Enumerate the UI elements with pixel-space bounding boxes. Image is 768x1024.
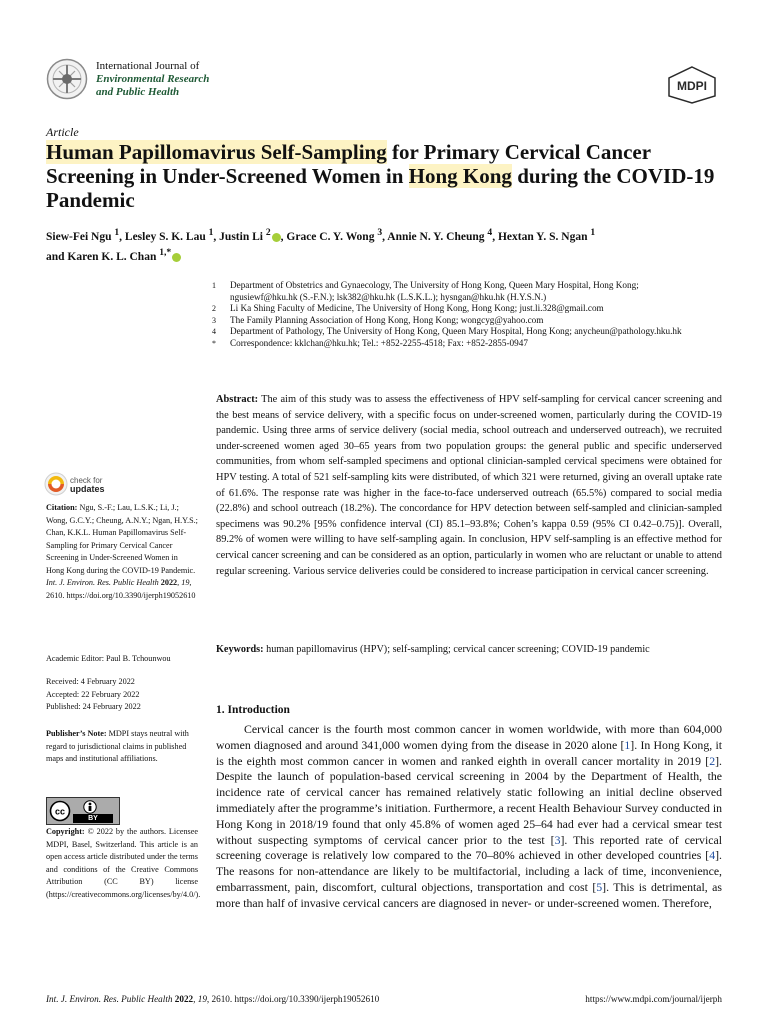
intro-paragraph — [216, 722, 722, 912]
affiliation-text: Li Ka Shing Faculty of Medicine, The University of Hong Kong, Hong Kong; just.li.328@gmail.com — [230, 303, 604, 314]
citation-year: 2022 — [160, 578, 178, 587]
citation-ref[interactable]: 3 — [554, 832, 561, 847]
citation-ref[interactable]: 1 — [624, 737, 631, 752]
page-footer — [46, 994, 722, 1004]
intro-text: ]. Despite the launch of population-based cervical screening in 2004 by the Department of Health, the incidence rate of cervical cancer has remained relatively static following an initial decline observed immediately after the programme’s initiation. Furthermore, a recent Health Behaviour Survey conducted in Hong Kong in 2018/19 found that only 45.8% of women aged 25–64 had ever had a cervical smear test without suspecting symptoms of cervical cancer prior to the test [ — [216, 753, 722, 847]
footer-citation: Int. J. Environ. Res. Public Health 2022, 19, 2610. https://doi.org/10.3390/ijerph19052610 — [46, 994, 380, 1004]
keywords-text: human papillomavirus (HPV); self-sampling; cervical cancer screening; COVID-19 pandemic — [266, 644, 650, 655]
author-affil: 4 — [487, 227, 493, 238]
paper-title — [46, 140, 726, 212]
affiliation-mark: * — [212, 338, 216, 348]
citation-ref[interactable]: 5 — [596, 879, 603, 894]
affiliation-text: Department of Obstetrics and Gynaecology, The University of Hong Kong, Queen Mary Hospital, Hong Kong; ngusiewf@hku.hk (S.-F.N.); lsk382@hku.hk (L.S.K.L.); hysngan@hku.hk (H.Y.S.N.) — [230, 280, 639, 302]
abstract — [216, 392, 722, 579]
received-date: Received: 4 February 2022 — [46, 677, 135, 686]
citation-ref[interactable]: 2 — [709, 753, 716, 768]
affiliation-mark: 2 — [212, 304, 216, 314]
affiliation-mark: 3 — [212, 315, 216, 325]
author-name[interactable]: Justin Li — [219, 230, 263, 243]
journal-name-line1: International Journal of — [96, 60, 200, 72]
citation: Citation: Ngu, S.-F.; Lau, L.S.K.; Li, J.; Wong, G.C.Y.; Cheung, A.N.Y.; Ngan, H.Y.S.; Chan, K.K.L. Human Papillomavirus Self-Sampling for Primary Cervical Cancer Screening in Under-Screened Women in Hong Kong during the COVID-19 Pandemic. Int. J. Environ. Res. Public Health 2022, 19, 2610. https://doi.org/10.3390/ijerph19052610 — [46, 503, 198, 600]
intro-text: Cervical cancer is the fourth most common cancer in women worldwide, with more than 604,000 women diagnosed and around 341,000 women dying from the disease in 2020 alone [ — [216, 722, 722, 752]
citation-volume: 19 — [181, 578, 190, 587]
intro-text: ]. The reasons for non-attendance are likely to be multifactorial, including a lack of time, inconvenience, embarrassment, pain, discomfort, cultural objections, transportation and cost [ — [216, 848, 722, 894]
author-name[interactable]: Hextan Y. S. Ngan — [497, 230, 588, 243]
author-affil: 3 — [377, 227, 383, 238]
citation-ref[interactable]: 4 — [709, 848, 716, 863]
mdpi-logo-text: MDPI — [677, 79, 707, 93]
svg-text:cc: cc — [54, 806, 66, 817]
cc-by-badge[interactable] — [46, 797, 120, 825]
abstract-text: The aim of this study was to assess the effectiveness of HPV self-sampling for cervical cancer screening and the best means of service delivery, with a specific focus on under-screened women, particularly during the COVID-19 pandemic. Using three arms of service delivery (social media, school outreach and underserved outreach), we recruited under-screened women aged 30–65 years from two population groups: the general public and specific underserved communities, from whom self-sampled specimens and optional clinician-sampled cervical specimens were obtained for HPV testing. A total of 521 self-sampling kits were distributed, of which 321 were returned, giving an overall uptake rate of 61.6%. The response rate was higher in the face-to-face underserved outreach (65.5%) compared to social media (22.8%) and school outreach (18.2%). The concordance for HPV detection between self-sampled and clinician-sampled specimens was 90.2% [95% confidence interval (CI) 85.1–93.8%; Cohen’s kappa 0.59 (95% CI 0.42–0.75)]. Overall, 89.2% of women were willing to have self-sampling again. In conclusion, HPV self-sampling is an effective method for cervical cancer screening and can be considered as an option, particularly in women who are reluctant or unable to attend regular screening. Various service deliveries could be considered to increase participation in cervical cancer screening. — [216, 394, 722, 577]
intro-text: ]. This is detrimental, as more than half of invasive cervical cancers are diagnosed in never- or under-screened women. Therefore, — [216, 879, 722, 910]
author-affil: 2 — [265, 227, 271, 238]
author-affil: 1 — [114, 227, 120, 238]
affiliation-mark: 1 — [212, 281, 216, 290]
citation-text: Ngu, S.-F.; Lau, L.S.K.; Li, J.; Wong, G.C.Y.; Cheung, A.N.Y.; Ngan, H.Y.S.; Chan, K.K.L. Human Papillomavirus Self-Sampling for Primary Cervical Cancer Screening in Under-Screened Women in Hong Kong during the COVID-19 Pandemic. — [46, 503, 198, 575]
title-highlight-2: Hong Kong — [408, 164, 512, 188]
footer-year: 2022 — [174, 994, 194, 1004]
check-for-updates-line1: check for — [70, 476, 103, 485]
academic-editor: Academic Editor: Paul B. Tchounwou — [46, 654, 171, 663]
affiliation-item — [212, 303, 692, 315]
published-date: Published: 24 February 2022 — [46, 702, 141, 711]
affiliation-text: Correspondence: kklchan@hku.hk; Tel.: +852-2255-4518; Fax: +852-2855-0947 — [230, 337, 528, 348]
citation-doi[interactable]: , 2610. https://doi.org/10.3390/ijerph19052610 — [46, 578, 196, 600]
copyright — [46, 826, 201, 901]
intro-text: ]. This reported rate of cervical screening coverage is relatively low compared to the 70–80% achieved in other developed countries [ — [216, 832, 722, 863]
author-name[interactable]: Lesley S. K. Lau — [124, 230, 206, 243]
ijerph-logo-icon — [46, 58, 88, 100]
footer-journal: Int. J. Environ. Res. Public Health — [46, 994, 173, 1004]
journal-name-line2: Environmental Research — [96, 73, 210, 85]
publisher-note-text: MDPI stays neutral with regard to jurisdictional claims in published maps and institutional affiliations. — [46, 729, 189, 763]
abstract-label: Abstract: — [216, 394, 259, 405]
author-affil: 1 — [590, 227, 596, 238]
publisher-note — [46, 728, 198, 766]
copyright-text: © 2022 by the authors. Licensee MDPI, Basel, Switzerland. This article is an open access article distributed under the terms and conditions of the Creative Commons Attribution (CC BY) license (https://creativecommons.org/licenses/by/4.0/). — [46, 827, 201, 899]
footer-url[interactable]: https://www.mdpi.com/journal/ijerph — [585, 994, 722, 1004]
author-name[interactable]: and Karen K. L. Chan — [46, 250, 157, 263]
publisher-note-label: Publisher’s Note: — [46, 729, 107, 738]
author-name[interactable]: Grace C. Y. Wong — [286, 230, 375, 243]
check-for-updates[interactable] — [70, 476, 105, 494]
affiliation-item — [212, 326, 692, 338]
affiliation-item — [212, 315, 692, 327]
title-highlight-1: Human Papillomavirus Self-Sampling — [46, 140, 387, 164]
check-for-updates-line2: updates — [70, 484, 105, 494]
citation-label: Citation: — [46, 503, 78, 512]
copyright-label: Copyright: — [46, 827, 85, 836]
accepted-date: Accepted: 22 February 2022 — [46, 689, 140, 699]
journal-name — [96, 60, 209, 99]
orcid-icon[interactable] — [272, 233, 281, 242]
footer-volume: 19 — [197, 994, 207, 1004]
citation-journal: Int. J. Environ. Res. Public Health — [46, 578, 159, 587]
affiliation-text: The Family Planning Association of Hong Kong, Hong Kong; wongcyg@yahoo.com — [230, 314, 544, 325]
author-name[interactable]: Siew-Fei Ngu — [46, 230, 112, 243]
section-heading: 1. Introduction — [216, 704, 290, 716]
footer-doi[interactable]: , 2610. https://doi.org/10.3390/ijerph19052610 — [206, 994, 380, 1004]
keywords — [216, 643, 722, 657]
check-for-updates-icon[interactable] — [44, 472, 68, 496]
affiliation-mark: 4 — [212, 327, 216, 337]
affiliations — [212, 280, 692, 350]
article-type: Article — [46, 125, 79, 139]
cc-by-label: BY — [73, 814, 113, 823]
author-affil: 1 — [208, 227, 214, 238]
attribution-person-icon — [83, 800, 97, 814]
author-name[interactable]: Annie N. Y. Cheung — [387, 230, 485, 243]
affiliation-item — [212, 338, 692, 350]
affiliation-text: Department of Pathology, The University of Hong Kong, Queen Mary Hospital, Hong Kong; anycheun@pathology.hku.hk — [230, 326, 682, 337]
dates — [46, 676, 198, 714]
title-segment-2: for Primary Cervical Cancer Screening in Under-Screened Women in — [46, 140, 651, 188]
keywords-label: Keywords: — [216, 644, 264, 655]
journal-name-line3: and Public Health — [96, 86, 180, 98]
author-list: Siew-Fei Ngu $^1$, Lesley S. K. Lau $^1$, Justin Li $^2$ , Grace C. Y. Wong $^3$, Annie N. Y. Cheung $^4$, Hextan Y. S. Ngan $^1$ and Karen K. L. Chan $^{1,*}$ — [46, 227, 596, 263]
orcid-icon[interactable] — [172, 253, 181, 262]
intro-text: ]. In Hong Kong, it is the eighth most common cancer in women and ranked eighth in overall cancer mortality in 2019 [ — [216, 737, 722, 768]
creative-commons-icon — [49, 800, 71, 822]
author-affil: 1,* — [159, 246, 172, 258]
mdpi-logo — [666, 66, 718, 104]
affiliation-item — [212, 280, 692, 303]
title-segment-4: during the COVID-19 Pandemic — [46, 164, 715, 212]
